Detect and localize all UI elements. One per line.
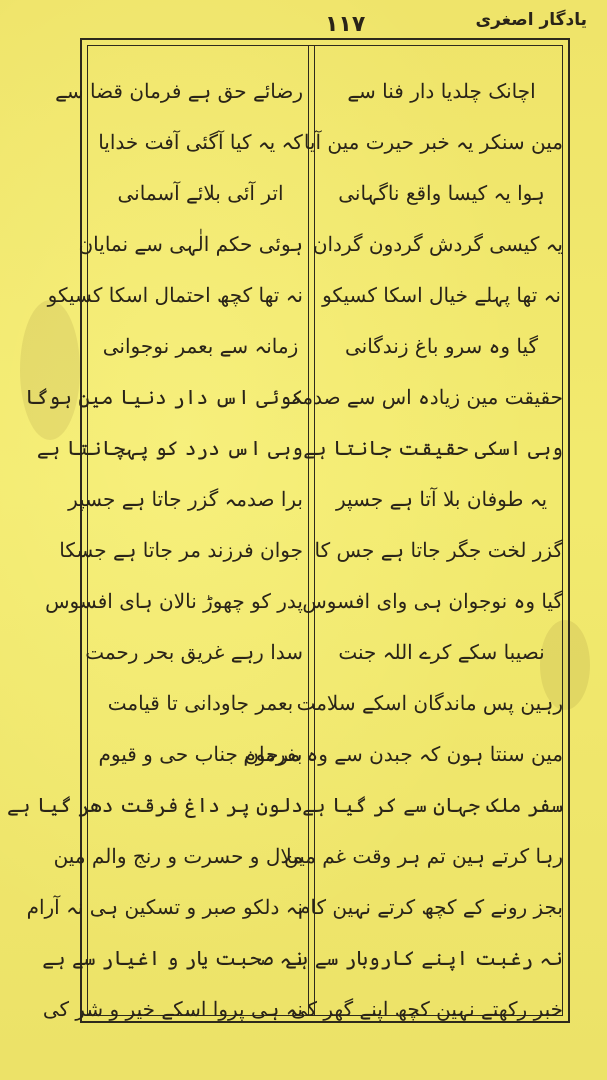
verse-line: یہ طوفان بلا آتا ہے جسپر — [335, 487, 548, 511]
verse-line: نہ تھا پہلے خیال اسکا کسیکو — [322, 283, 561, 307]
verse-line: جوان فرزند مر جاتا ہے جسکا — [59, 538, 303, 562]
verse-line: نصیبا سکے کرے اللہ جنت — [338, 640, 545, 664]
verse-line: دلون پر داغ فرقت دھر گیا ہے — [7, 793, 303, 817]
verse-line: کہ یہ کیا آگئی آفت خدایا — [98, 130, 303, 154]
verse-line: بعمر جاودانی تا قیامت — [107, 691, 294, 715]
verse-line: نہ دلکو صبر و تسکین ہی نہ آرام — [26, 895, 303, 919]
verse-line: مین سنتا ہون کہ جبدن سے وہ مرحوم — [243, 742, 563, 766]
verse-line: گزر لخت جگر جاتا ہے جس کا — [314, 538, 563, 562]
verse-line: زمانہ سے بعمر نوجوانی — [102, 334, 299, 358]
verse-line: نہ تھا کچھ احتمال اسکا کسیکو — [47, 283, 303, 307]
verse-line: وہی اس درد کو پہچانتا ہے — [36, 436, 303, 460]
running-title: یادگار اصغری — [475, 10, 587, 30]
left-column — [7, 66, 303, 1035]
verse-line: بفرمان جناب حی و قیوم — [98, 742, 303, 766]
verse-line: پدر کو چھوڑ نالان ہای افسوس — [45, 589, 303, 613]
verse-line: مین سنکر یہ خبر حیرت مین آیا — [303, 130, 563, 154]
verse-line: ہوا یہ کیسا واقع ناگہانی — [338, 181, 545, 205]
verse-line: برا صدمہ گزر جاتا ہے جسپر — [68, 487, 303, 511]
verse-line: نہ صحبت یار و اغیار سے ہے — [42, 946, 303, 970]
verse-line: ہوئی حکم الٰہی سے نمایان — [78, 232, 303, 256]
verse-line: رضائے حق ہے فرمان قضا سے — [55, 79, 303, 103]
verse-line: سفر ملک جہان سے کر گیا ہے — [302, 793, 563, 817]
verse-line: رہین پس ماندگان اسکے سلامت — [296, 691, 563, 715]
verse-line: خبر رکھتے نہین کچھ اپنے گھر کی — [290, 997, 563, 1021]
verse-line: کوئی اس دار دنیا مین ہوگا — [25, 385, 303, 409]
verse-line: وہی اسکی حقیقت جانتا ہے — [303, 436, 563, 460]
verse-line: نہ ہی پروا اسکے خیر و شر کی — [42, 997, 303, 1021]
verse-line: ملال و حسرت و رنج والم مین — [53, 844, 303, 868]
right-column — [243, 66, 563, 1035]
verse-line: نہ رغبت اپنے کاروبار سے ہے — [285, 946, 563, 970]
verse-line: یہ کیسی گردش گردون گردان — [312, 232, 563, 256]
verse-line: سدا رہے غریق بحر رحمت — [85, 640, 303, 664]
verse-line: گیا وہ نوجوان ہی وای افسوس — [302, 589, 563, 613]
text-frame — [7, 38, 570, 1023]
verse-line: اچانک چلدیا دار فنا سے — [347, 79, 536, 103]
verse-line: اتر آئی بلائے آسمانی — [117, 181, 284, 205]
page-number: ۱۱۷ — [325, 12, 366, 37]
verse-line: رہا کرتے ہین تم ہر وقت غم مین — [283, 844, 563, 868]
verse-line: حقیقت مین زیادہ اس سے صدمہ — [290, 385, 563, 409]
verse-line: گیا وہ سرو باغ زندگانی — [344, 334, 539, 358]
inner-border — [7, 45, 563, 1021]
verse-line: بجز رونے کے کچھ کرتے نہین کام — [298, 895, 563, 919]
